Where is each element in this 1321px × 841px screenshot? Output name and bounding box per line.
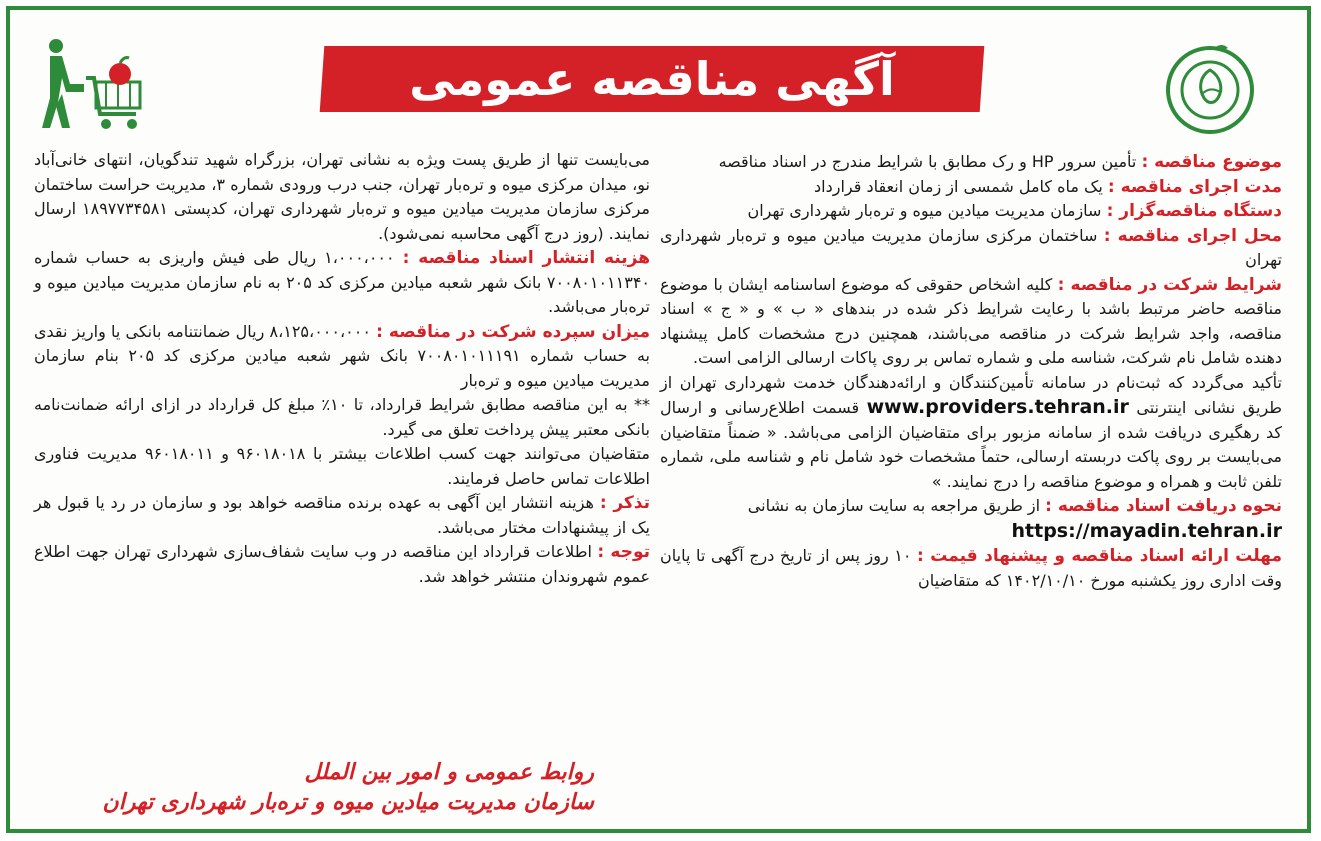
note-text: اطلاعات قرارداد این مناقصه در وب سایت شفاف‌سازی شهرداری تهران جهت اطلاع عموم شهروندان منتشر خواهد شد. (34, 542, 650, 586)
location-label: محل اجرای مناقصه : (1103, 225, 1283, 246)
subject-label: موضوع مناقصه : (1141, 152, 1282, 172)
organizer-text: سازمان مدیریت میادین میوه و تره‌بار شهرداری تهران (747, 201, 1102, 220)
subject-text: تأمین سرور HP و رک مطابق با شرایط مندرج در اسناد مناقصه (718, 152, 1137, 171)
delivery-paragraph: می‌بایست تنها از طریق پست ویژه به نشانی تهران، بزرگراه شهید تندگویان، انتهای خانی‌آباد نو، میدان مرکزی میوه و تره‌بار تهران، جنب درب ورودی شماره ۳، مدیریت حراست ساختمان مرکزی سازمان مدیریت میادین میوه و تره‌بار شهرداری تهران، کدپستی ۱۸۹۷۷۳۴۵۸۱ ارسال نمایند. (روز درج آگهی محاسبه نمی‌شود). (34, 150, 650, 243)
mayadin-link[interactable]: https://mayadin.tehran.ir (1011, 519, 1282, 542)
docs-text: از طریق مراجعه به سایت سازمان به نشانی (747, 496, 1041, 515)
deadline-paragraph (660, 544, 1282, 593)
registration-text-1: تأکید می‌گردد که ثبت‌نام در سامانه تأمین‌کنندگان و ارائه‌دهندگان خدمت شهرداری تهران از طریق نشانی اینترنتی (660, 372, 1283, 417)
right-column (660, 150, 1282, 593)
reminder-label: تذکر : (599, 493, 650, 513)
reminder-text: هزینه انتشار این آگهی به عهده برنده مناقصه خواهد بود و سازمان در رد یا قبول هر یک از پیشنهادات مختار می‌باشد. (34, 493, 650, 537)
shopping-cart-icon (36, 36, 146, 136)
signature-line-1: روابط عمومی و امور بین الملل (304, 760, 594, 785)
registration-paragraph (660, 371, 1282, 495)
duration-text: یک ماه کامل شمسی از زمان انعقاد قرارداد (814, 176, 1103, 196)
left-column (34, 148, 650, 589)
docs-paragraph (660, 494, 1282, 519)
duration-label: مدت اجرای مناقصه : (1107, 176, 1282, 197)
signature-block (34, 758, 594, 818)
mayadin-url-line (660, 519, 1282, 545)
conditions-text: کلیه اشخاص حقوقی که موضوع اساسنامه ایشان با موضوع مناقصه حاضر مرتبط باشد با رعایت شرایط ذکر شده در بندهای « ب » و « ج » اسناد مناقصه، واجد شرایط شرکت در مناقصه می‌باشند، همچنین درج مشخصات کامل پیشنهاد دهنده شامل نام شرکت، شناسه ملی و شماره تماس بر روی پاکات ارسالی الزامی است. (660, 274, 1282, 367)
organizer-paragraph (660, 199, 1282, 224)
organizer-label: دستگاه مناقصه‌گزار : (1106, 201, 1282, 221)
deposit-text: ۸،۱۲۵،۰۰۰،۰۰۰ ریال ضمانتنامه بانکی یا واریز نقدی به حساب شماره ۷۰۰۸۰۱۰۱۱۱۹۱ بانک شهر شعبه میادین مرکزی کد ۲۰۵ بنام سازمان مدیریت میادین میوه و تره‌بار (34, 321, 651, 390)
duration-paragraph (660, 175, 1282, 200)
contact-paragraph: متقاضیان می‌توانند جهت کسب اطلاعات بیشتر با ۹۶۰۱۸۰۱۸ و ۹۶۰۱۸۰۱۱ مدیریت فناوری اطلاعات تماس حاصل فرمایند. (34, 444, 650, 488)
conditions-paragraph (660, 273, 1282, 371)
reminder-paragraph (34, 491, 650, 540)
note-label: توجه : (597, 542, 650, 562)
guarantee-paragraph: ** به این مناقصه مطابق شرایط قرارداد، تا ۱۰٪ مبلغ کل قرارداد در ازای ارائه ضمانت‌نامه بانکی معتبر پیش پرداخت تعلق می گیرد. (34, 395, 650, 439)
subject-paragraph (660, 150, 1282, 175)
providers-link[interactable]: www.providers.tehran.ir (866, 396, 1129, 418)
page-title: آگهی مناقصه عمومی (409, 52, 895, 106)
deadline-label: مهلت ارائه اسناد مناقصه و پیشنهاد قیمت : (917, 546, 1282, 566)
deadline-text: ۱۰ روز پس از تاریخ درج آگهی تا پایان وقت اداری روز یکشنبه مورخ ۱۴۰۲/۱۰/۱۰ که متقاضیان (660, 546, 1282, 590)
note-paragraph (34, 540, 650, 589)
fee-text: ۱،۰۰۰،۰۰۰ ریال طی فیش واریزی به حساب شماره ۷۰۰۸۰۱۰۱۱۳۴۰ بانک شهر شعبه میادین مرکزی کد ۲۰۵ به نام سازمان مدیریت میادین میوه و تره‌بار می‌باشد. (34, 248, 650, 316)
registration-text-2: قسمت اطلاع‌رسانی و ارسال کد رهگیری دریافت شده از سامانه مزبور برای متقاضیان الزامی می‌باشد. « ضمناً متقاضیان می‌بایست بر روی پاکت دربسته ارسالی، حتماً مشخصات خود شامل نام و شناسه ملی، شماره تلفن ثابت و همراه و موضوع مناقصه را درج نمایند. » (660, 398, 1282, 491)
fee-paragraph (34, 246, 650, 320)
deposit-paragraph (34, 320, 650, 394)
fee-label: هزینه انتشار اسناد مناقصه : (402, 248, 651, 268)
signature-line-2: سازمان مدیریت میادین میوه و تره‌بار شهرداری تهران (102, 790, 594, 815)
location-text: ساختمان مرکزی سازمان مدیریت میادین میوه و تره‌بار شهرداری تهران (660, 225, 1282, 269)
docs-label: نحوه دریافت اسناد مناقصه : (1045, 496, 1282, 516)
conditions-label: شرایط شرکت در مناقصه : (1057, 274, 1283, 295)
location-paragraph (660, 224, 1282, 273)
deposit-label: میزان سپرده شرکت در مناقصه : (376, 321, 650, 342)
municipality-logo (1162, 40, 1258, 136)
